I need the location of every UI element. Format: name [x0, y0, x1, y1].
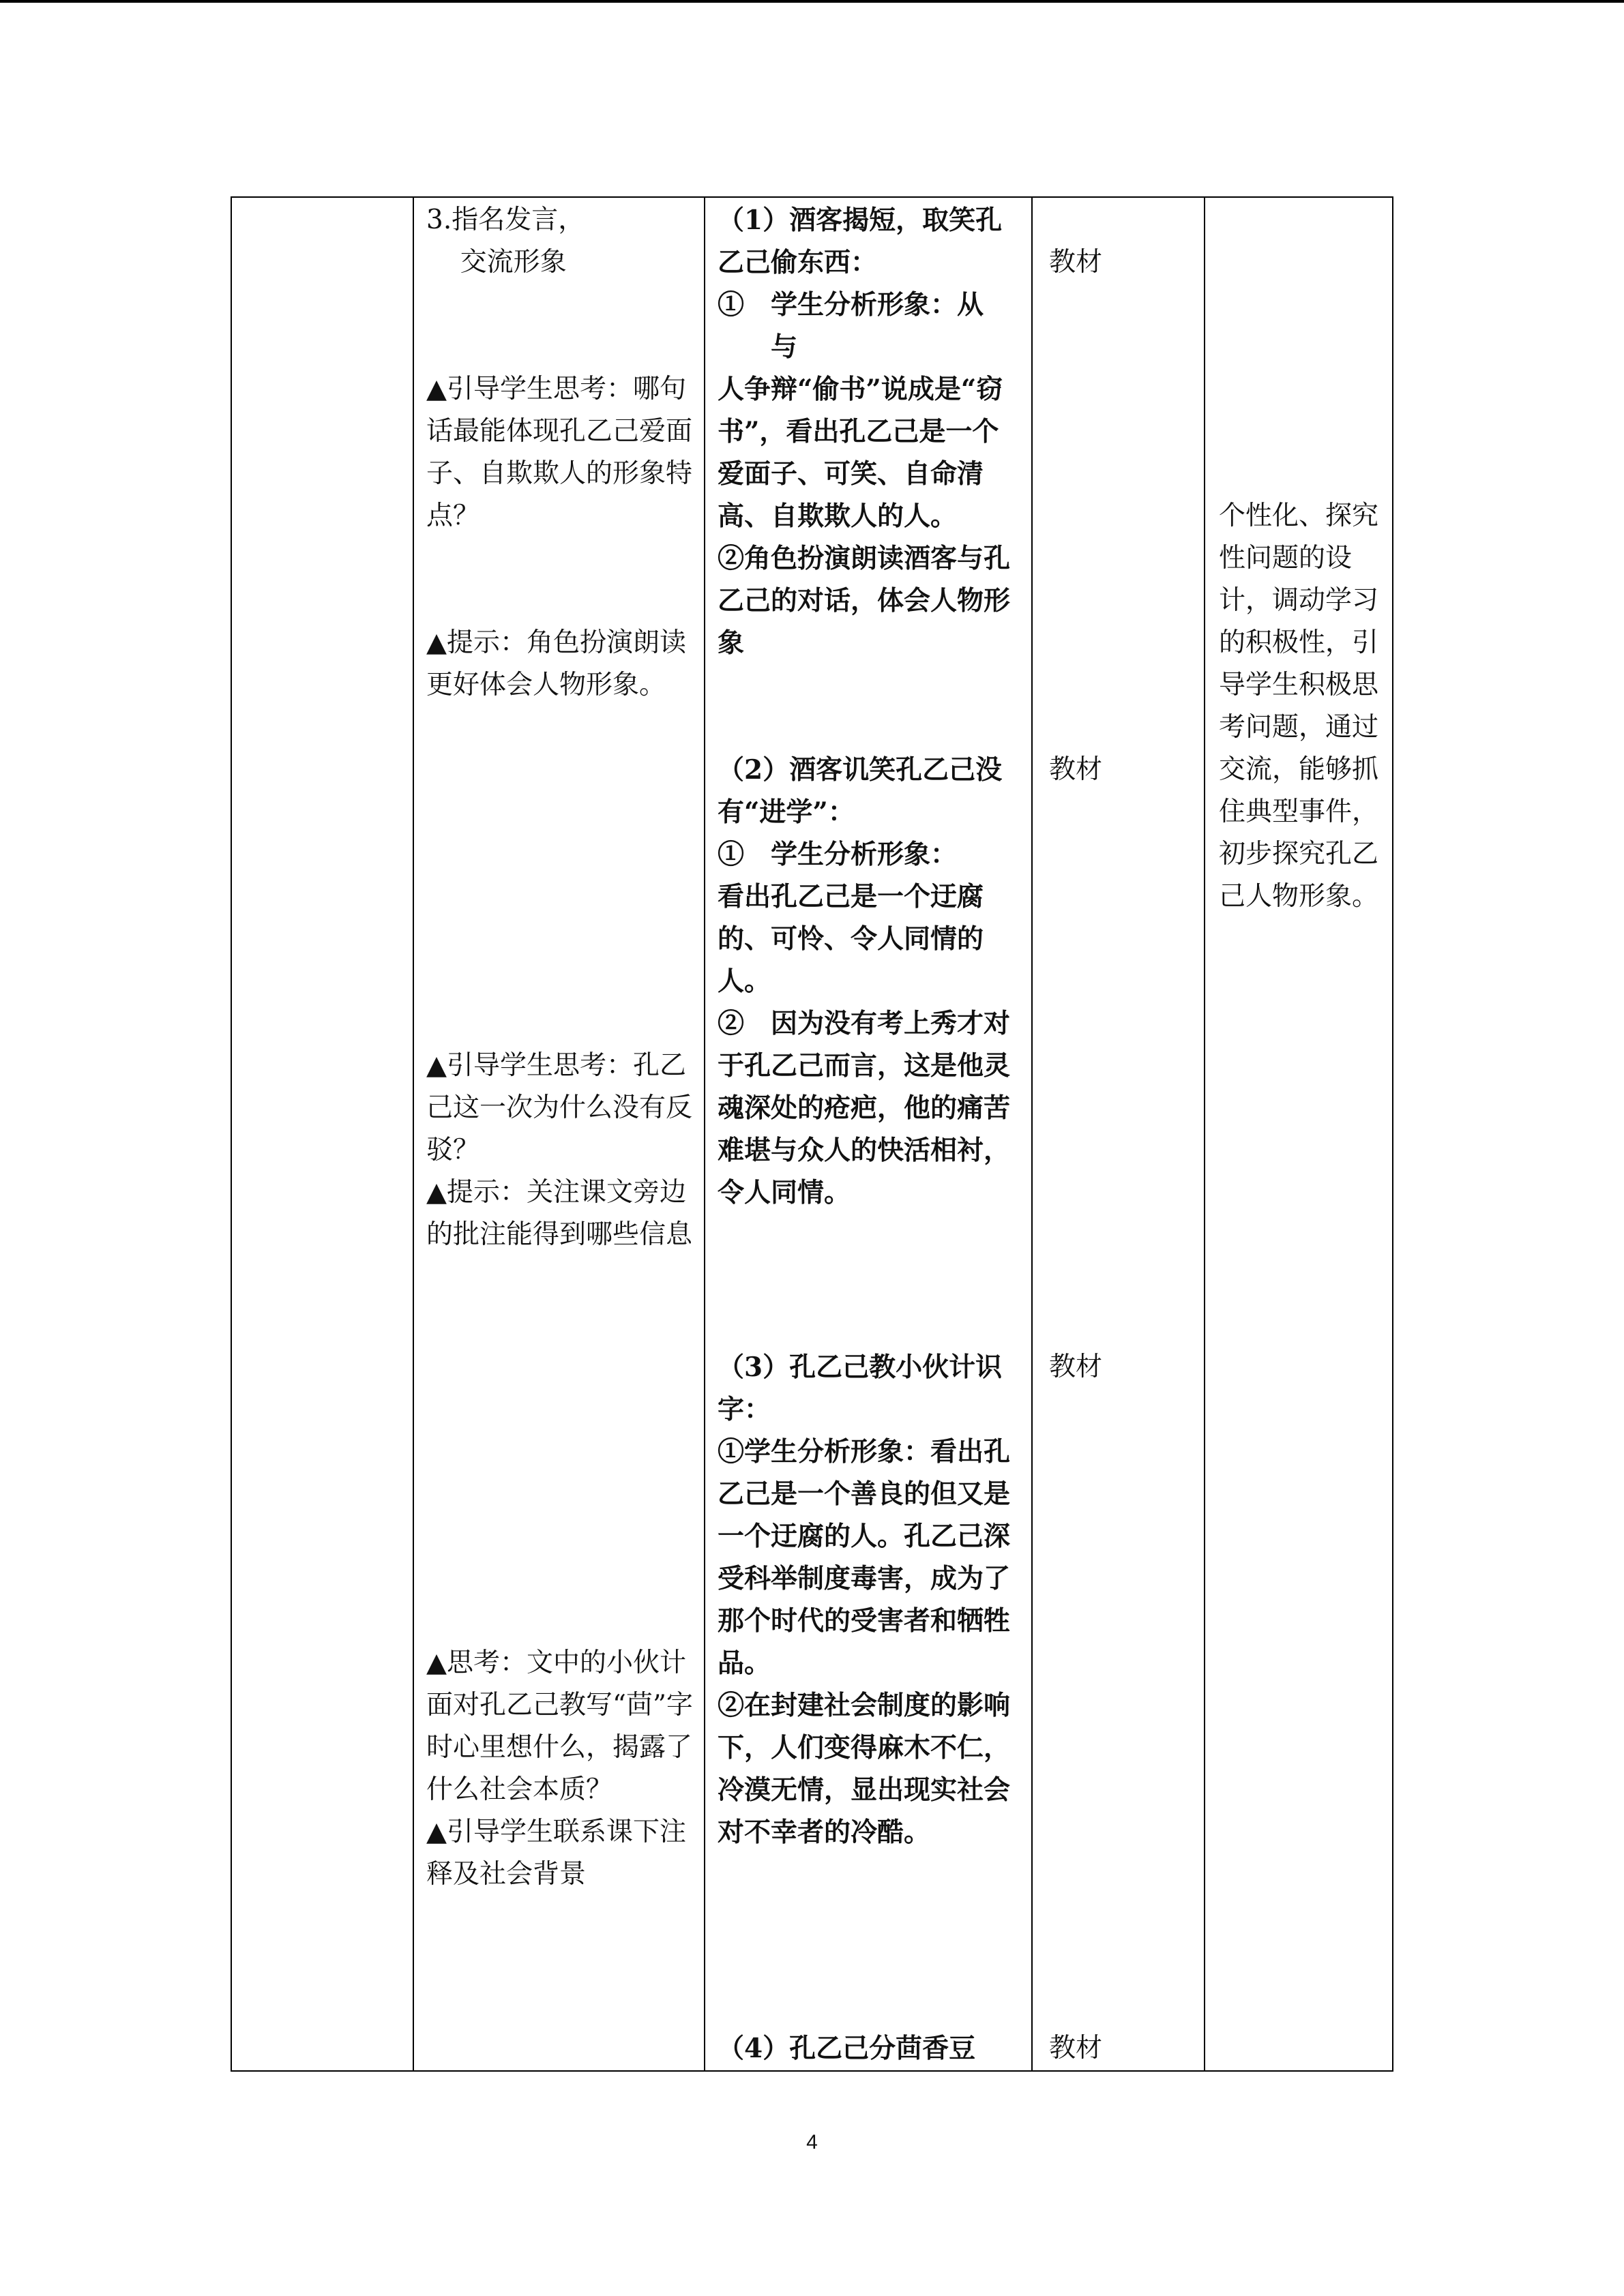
student-activity-4: （4）孔乙己分茴香豆	[718, 2033, 976, 2064]
teacher-activity-guide-face: ▲引导学生思考：哪句话最能体现孔乙己爱面子、自欺欺人的形象特点？	[426, 374, 693, 531]
student-activity-1: （1）酒客揭短，取笑孔乙己偷东西： ① 学生分析形象：从 与 人争辩“偷书”说成是“窃书”，看出孔乙己是一个爱面子、可笑、自命清高、自欺欺人的人。 ②角色扮演朗读酒客与孔乙己的对话，体会人物形象	[718, 205, 1011, 659]
student-activity-2: （2）酒客讥笑孔乙己没有“进学”： ① 学生分析形象： 看出孔乙己是一个迂腐的、可怜、令人同情的人。 ② 因为没有考上秀才对于孔乙己而言，这是他灵魂深处的疮疤，他的痛苦难堪与众人的快活相衬，令人同情。	[718, 754, 1011, 1208]
design-intent: 个性化、探究性问题的设计，调动学习的积极性，引导学生积极思考问题，通过交流，能够抓住典型事件，初步探究孔乙己人物形象。	[1219, 501, 1379, 912]
resource-label: 教材	[1049, 754, 1103, 785]
teacher-activity-think-hui: ▲思考：文中的小伙计面对孔乙己教写“茴”字时心里想什么，揭露了什么社会本质？ ▲引导学生联系课下注释及社会背景	[426, 1648, 693, 1890]
resource-label: 教材	[1049, 2033, 1103, 2063]
teacher-activity-guide-no-retort: ▲引导学生思考：孔乙己这一次为什么没有反驳？ ▲提示：关注课文旁边的批注能得到哪些信息	[426, 1050, 693, 1250]
teacher-activity-speak: 3.指名发言， 交流形象	[426, 205, 585, 278]
resource-label: 教材	[1049, 247, 1103, 278]
column-divider	[413, 198, 414, 2070]
column-divider	[1204, 198, 1205, 2070]
page-number: 4	[806, 2131, 818, 2153]
column-divider	[1031, 198, 1033, 2070]
page-top-border	[0, 0, 1624, 3]
teacher-activity-roleplay-hint: ▲提示：角色扮演朗读更好体会人物形象。	[426, 627, 686, 700]
lesson-plan-table	[231, 196, 1393, 2072]
student-activity-3: （3）孔乙己教小伙计识字： ①学生分析形象：看出孔乙己是一个善良的但又是一个迂腐的人。孔乙己深受科举制度毒害，成为了那个时代的受害者和牺牲品。 ②在封建社会制度的影响下，人们变得麻木不仁，冷漠无情，显出现实社会对不幸者的冷酷。	[718, 1352, 1011, 1848]
resource-label: 教材	[1049, 1352, 1103, 1382]
